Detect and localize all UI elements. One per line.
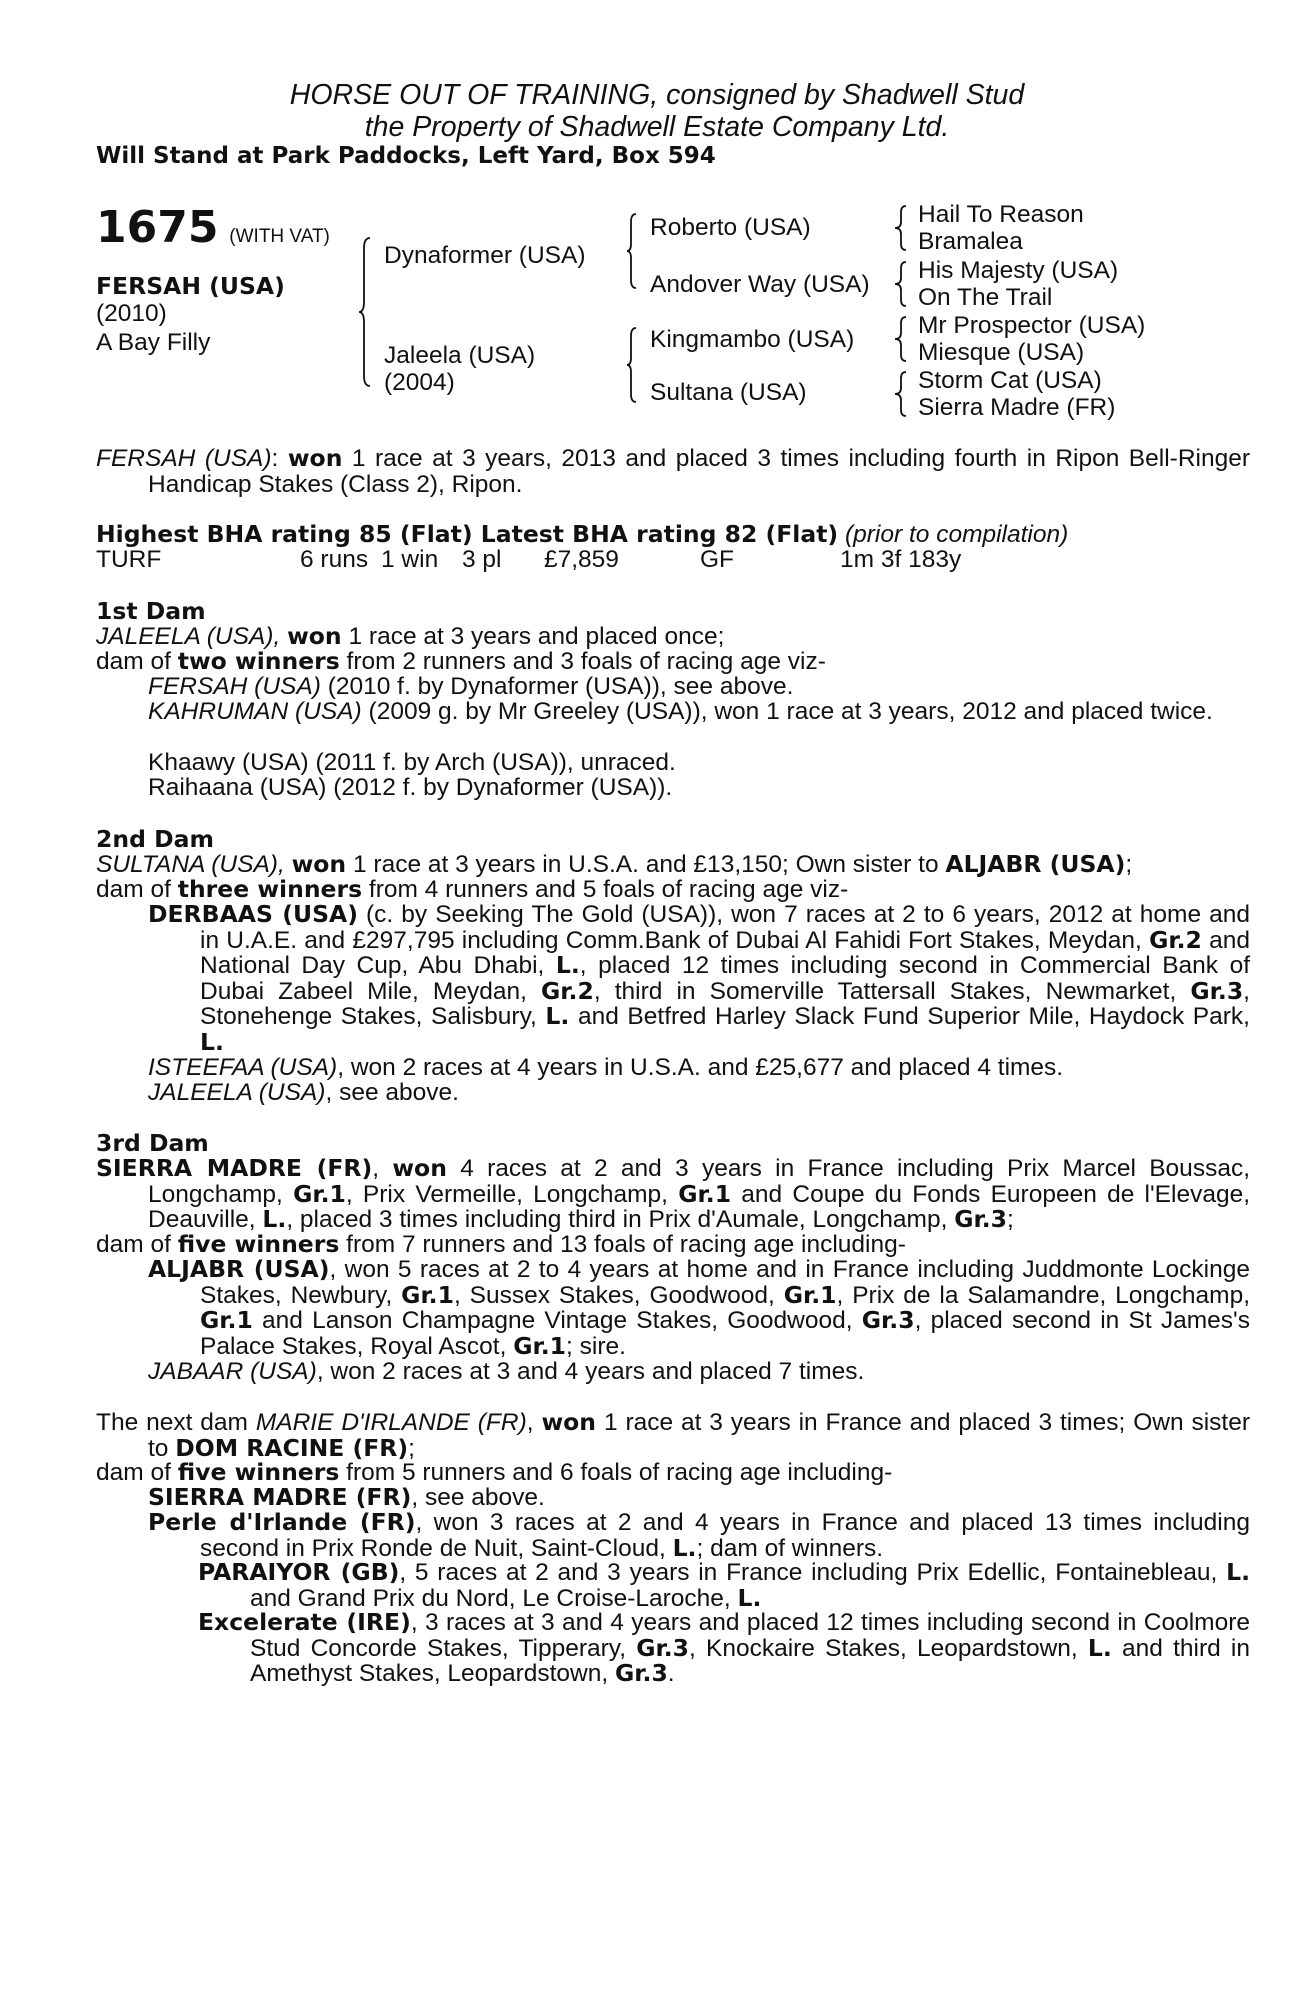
second-dam-produce-summary: dam of three winners from 4 runners and 5 foals of racing age viz- [96,875,849,903]
first-dam-foal: KAHRUMAN (USA) (2009 g. by Mr Greeley (USA)), won 1 race at 3 years, 2012 and placed twice. [148,698,1213,725]
sire-dam: Andover Way (USA) [650,271,870,298]
pedigree-brace-sd [894,260,908,308]
horse-name: FERSAH (USA) [96,272,285,300]
second-dam-record: SULTANA (USA), won 1 race at 3 years in U.S.A. and £13,150; Own sister to ALJABR (USA); [96,850,1133,878]
dam-dam-sire: Storm Cat (USA) [918,367,1102,394]
second-dam-winner-derbaas: DERBAAS (USA) (c. by Seeking The Gold (USA)), won 7 races at 2 to 6 years, 2012 at home and in U.A.E. and £297,795 including Comm.Bank of Dubai Al Fahidi Fort Stakes, Meydan, Gr.2 and National Day Cup, Abu Dhabi, L., placed 12 times including second in Commercial Bank of Dubai Zabeel Mile, Meydan, Gr.2, third in Somerville Tattersall Stakes, Newmarket, Gr.3, Stonehenge Stakes, Salisbury, L. and Betfred Harley Slack Fund Superior Mile, Haydock Park, L. [148,900,1251,1056]
sire-sire-sire: Hail To Reason [918,201,1084,228]
next-dam-produce-summary: dam of five winners from 5 runners and 6 foals of racing age including- [96,1458,893,1486]
sire: Dynaformer (USA) [384,242,586,269]
horse-description: A Bay Filly [96,329,211,356]
sire-dam-sire: His Majesty (USA) [918,257,1119,284]
pedigree-brace-dd [894,370,908,418]
second-dam-heading: 2nd Dam [96,825,214,853]
pedigree-brace-ss [894,204,908,252]
pedigree-brace-dam [626,326,638,404]
third-dam-heading: 3rd Dam [96,1129,209,1157]
third-dam-record: SIERRA MADRE (FR), won 4 races at 2 and 3 years in France including Prix Marcel Boussac, Longchamp, Gr.1, Prix Vermeille, Longchamp, Gr.1 and Coupe du Fonds Europeen de l'Elevage, Deauville, L., placed 3 times including third in Prix d'Aumale, Longchamp, Gr.3; [96,1154,1251,1233]
first-dam-foal: FERSAH (USA) (2010 f. by Dynaformer (USA)), see above. [148,673,794,700]
pedigree-brace-sire [626,212,638,290]
first-dam-foal: Raihaana (USA) (2012 f. by Dynaformer (USA)). [148,774,673,801]
next-dam-foal-sierra-madre: SIERRA MADRE (FR), see above. [148,1483,545,1511]
grandproduce-paraiyor: PARAIYOR (GB), 5 races at 2 and 3 years in France including Prix Edellic, Fontainebleau, L. and Grand Prix du Nord, Le Croise-Laroche, L. [198,1558,1250,1612]
first-dam-produce-summary: dam of two winners from 2 runners and 3 foals of racing age viz- [96,647,826,675]
race-record: FERSAH (USA): won 1 race at 3 years, 2013 and placed 3 times including fourth in Ripon Bell-Ringer Handicap Stakes (Class 2), Ripon. [96,444,1250,498]
first-dam-foal: Khaawy (USA) (2011 f. by Arch (USA)), unraced. [148,749,676,776]
next-dam-foal-perle: Perle d'Irlande (FR), won 3 races at 2 and 4 years in France and placed 13 times including second in Prix Ronde de Nuit, Saint-Cloud, L.; dam of winners. [148,1508,1251,1562]
sire-sire-dam: Bramalea [918,228,1023,255]
dam-sire-dam: Miesque (USA) [918,339,1085,366]
dam-sire: Kingmambo (USA) [650,326,855,353]
consignor-line: HORSE OUT OF TRAINING, consigned by Shadwell Stud [289,79,1025,111]
first-dam-record: JALEELA (USA), won 1 race at 3 years and placed once; [96,622,725,650]
bha-rating: Highest BHA rating 85 (Flat) Latest BHA rating 82 (Flat) (prior to compilation) [96,520,1069,548]
property-line: the Property of Shadwell Estate Company Ltd. [364,111,950,143]
sire-dam-dam: On The Trail [918,284,1053,311]
horse-year: (2010) [96,300,167,327]
second-dam-foal-jaleela: JALEELA (USA), see above. [148,1079,459,1106]
next-dam-record: The next dam MARIE D'IRLANDE (FR), won 1 race at 3 years in France and placed 3 times; Own sister to DOM RACINE (FR); [96,1408,1251,1462]
third-dam-produce-summary: dam of five winners from 7 runners and 13 foals of racing age including- [96,1230,906,1258]
dam-dam: Sultana (USA) [650,379,807,406]
first-dam-heading: 1st Dam [96,597,206,625]
lot-number: 1675 [96,202,219,253]
vat-note: (WITH VAT) [229,226,330,247]
second-dam-foal-isteefaa: ISTEEFAA (USA), won 2 races at 4 years in U.S.A. and £25,677 and placed 4 times. [148,1054,1064,1081]
dam: Jaleela (USA) [384,342,536,369]
sire-sire: Roberto (USA) [650,214,811,241]
pedigree-brace-main [358,236,372,388]
dam-sire-sire: Mr Prospector (USA) [918,312,1146,339]
lot-number-line [96,204,330,252]
third-dam-winner-aljabr: ALJABR (USA), won 5 races at 2 to 4 years at home and in France including Juddmonte Lockinge Stakes, Newbury, Gr.1, Sussex Stakes, Goodwood, Gr.1, Prix de la Salamandre, Longchamp, Gr.1 and Lanson Champagne Vintage Stakes, Goodwood, Gr.3, placed second in St James's Palace Stakes, Royal Ascot, Gr.1; sire. [148,1255,1250,1360]
pedigree-brace-ds [894,315,908,363]
dam-year: (2004) [384,369,455,396]
grandproduce-excelerate: Excelerate (IRE), 3 races at 3 and 4 years and placed 12 times including second in Coolmore Stud Concorde Stakes, Tipperary, Gr.3, Knockaire Stakes, Leopardstown, L. and third in Amethyst Stakes, Leopardstown, Gr.3. [198,1608,1250,1687]
dam-dam-dam: Sierra Madre (FR) [918,394,1116,421]
third-dam-foal-jabaar: JABAAR (USA), won 2 races at 3 and 4 years and placed 7 times. [148,1358,865,1385]
stand-location: Will Stand at Park Paddocks, Left Yard, Box 594 [96,143,716,169]
